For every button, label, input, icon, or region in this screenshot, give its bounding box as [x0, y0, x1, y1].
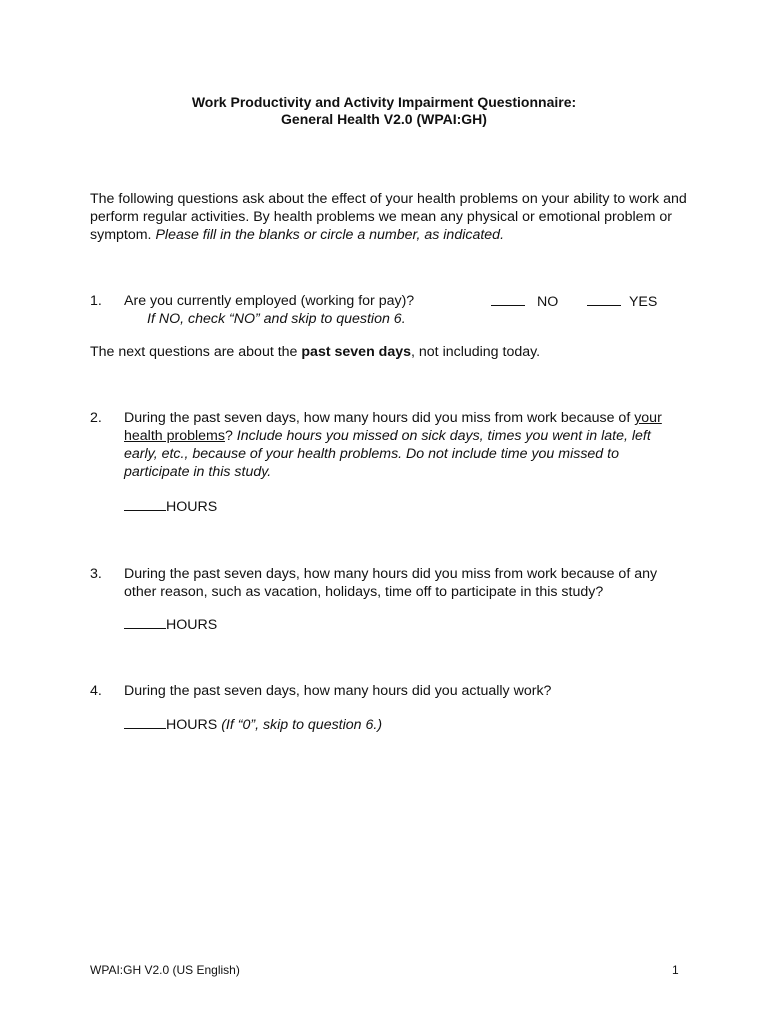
q1-no-blank[interactable] — [491, 292, 525, 306]
past-week-before: The next questions are about the — [90, 344, 302, 360]
q4-hours-label: HOURS — [166, 717, 218, 733]
footer-page-number: 1 — [672, 963, 679, 977]
q1-no-option[interactable] — [491, 292, 558, 311]
q4-number: 4. — [90, 683, 102, 699]
q2-text-a: During the past seven days, how many hours did you miss from work because of — [124, 410, 635, 426]
q1-skip-note: If NO, check “NO” and skip to question 6. — [147, 311, 406, 327]
q1-number: 1. — [90, 293, 102, 309]
q3-hours-blank[interactable] — [124, 615, 166, 629]
intro-instruction: Please fill in the blanks or circle a number, as indicated. — [155, 227, 505, 243]
q4-answer[interactable] — [124, 715, 382, 734]
q3-hours-label: HOURS — [166, 617, 218, 633]
q2-text — [124, 409, 684, 481]
q1-yes-label: YES — [628, 294, 658, 310]
document-title-line1: Work Productivity and Activity Impairment Questionnaire: — [191, 94, 577, 110]
q1-text: Are you currently employed (working for pay)? — [124, 293, 415, 309]
q4-hours-blank[interactable] — [124, 715, 166, 729]
q2-hours-label: HOURS — [166, 499, 218, 515]
q4-skip-note: (If “0”, skip to question 6.) — [217, 717, 383, 733]
document-title-line2: General Health V2.0 (WPAI:GH) — [281, 111, 487, 127]
q3-number: 3. — [90, 566, 102, 582]
footer-version: WPAI:GH V2.0 (US English) — [90, 963, 240, 977]
intro-paragraph — [90, 190, 690, 244]
q4-text: During the past seven days, how many hours did you actually work? — [124, 683, 552, 699]
q2-hours-blank[interactable] — [124, 497, 166, 511]
q3-text: During the past seven days, how many hours did you miss from work because of any other reason, such as vacation, holidays, time off to participate in this study? — [124, 566, 658, 600]
q3-answer[interactable] — [124, 615, 217, 634]
q2-underlined: your health problems — [124, 410, 662, 444]
q1-yes-blank[interactable] — [587, 292, 621, 306]
q2-italic-note: Include hours you missed on sick days, times you went in late, left early, etc., because of your health problems. Do not include time you missed to participate in this study. — [124, 428, 651, 480]
q1-no-label: NO — [536, 294, 559, 310]
past-week-after: , not including today. — [411, 344, 541, 360]
past-week-bold: past seven days — [301, 344, 412, 360]
q1-yes-option[interactable] — [587, 292, 657, 311]
q2-number: 2. — [90, 410, 102, 426]
intro-text: The following questions ask about the effect of your health problems on your ability to work and perform regular activities. By health problems we mean any physical or emotional problem or symptom. — [90, 191, 687, 243]
q2-answer[interactable] — [124, 497, 217, 516]
past-week-note — [90, 343, 540, 361]
q2-text-b: ? — [224, 428, 233, 444]
